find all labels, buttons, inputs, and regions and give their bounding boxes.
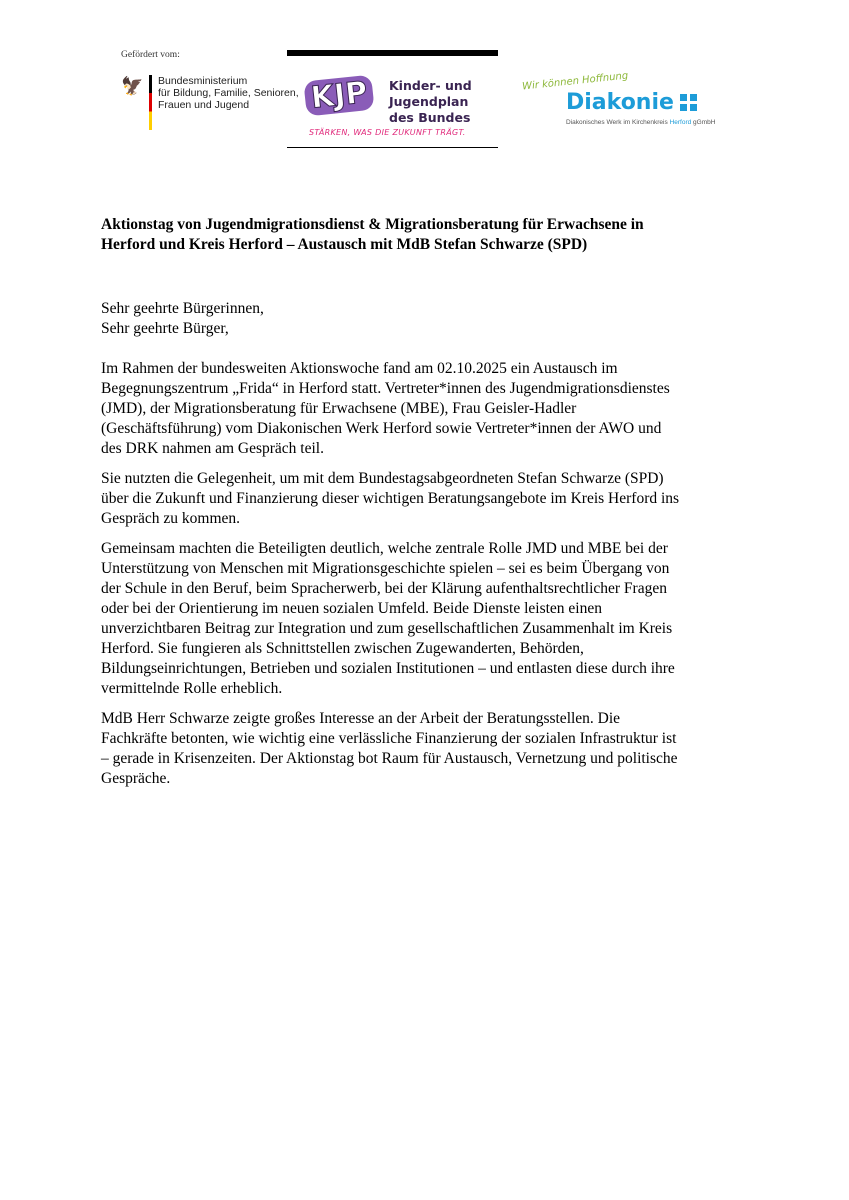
diakonie-sub-city: Herford (669, 119, 692, 126)
ministry-line: für Bildung, Familie, Senioren, (158, 87, 299, 99)
paragraph-line: (Geschäftsführung) vom Diakonischen Werk Herford sowie Vertreter*innen der AWO und (101, 420, 662, 437)
paragraph-line: Gespräch zu kommen. (101, 510, 241, 527)
paragraph-2 (101, 469, 679, 529)
kjp-name-line: Kinder- und (389, 78, 472, 93)
paragraph-line: oder bei der Orientierung im neuen sozialen Umfeld. Beide Dienste leisten einen (101, 600, 602, 617)
paragraph-line: Gespräche. (101, 770, 171, 787)
kjp-name-line: des Bundes (389, 110, 471, 125)
kjp-logo (287, 50, 498, 148)
paragraph-1 (101, 359, 670, 459)
paragraph-line: unverzichtbaren Beitrag zur Integration und zum gesellschaftlichen Zusammenhalt im Kreis (101, 620, 673, 637)
paragraph-line: Fachkräfte betonten, wie wichtig eine verlässliche Finanzierung der sozialen Infrastruktur ist (101, 730, 677, 747)
paragraph-3 (101, 539, 675, 699)
kjp-slogan: STÄRKEN, WAS DIE ZUKUNFT TRÄGT. (309, 128, 466, 137)
ministry-logo (121, 75, 299, 130)
diakonie-logo (566, 90, 697, 115)
title-line: Aktionstag von Jugendmigrationsdienst & Migrationsberatung für Erwachsene in (101, 216, 644, 233)
paragraph-line: Begegnungszentrum „Frida“ in Herford statt. Vertreter*innen des Jugendmigrationsdienstes (101, 380, 670, 397)
funded-by-label: Gefördert vom: (121, 50, 180, 60)
paragraph-line: Sie nutzten die Gelegenheit, um mit dem Bundestagsabgeordneten Stefan Schwarze (SPD) (101, 470, 664, 487)
ministry-line: Frauen und Jugend (158, 99, 250, 111)
paragraph-line: MdB Herr Schwarze zeigte großes Interesse an der Arbeit der Beratungsstellen. Die (101, 710, 621, 727)
salutation-line: Sehr geehrte Bürger, (101, 320, 229, 337)
paragraph-line: über die Zukunft und Finanzierung dieser wichtigen Beratungsangebote im Kreis Herford ins (101, 490, 680, 507)
paragraph-line: (JMD), der Migrationsberatung für Erwachsene (MBE), Frau Geisler-Hadler (101, 400, 577, 417)
diakonie-sub-text: gGmbH (691, 119, 716, 126)
diakonie-subtitle (566, 119, 715, 126)
salutation-line: Sehr geehrte Bürgerinnen, (101, 300, 264, 317)
federal-eagle-icon: 🦅 (121, 76, 144, 96)
paragraph-line: des DRK nahmen am Gespräch teil. (101, 440, 324, 457)
paragraph-line: der Schule in den Beruf, beim Spracherwerb, bei der Klärung aufenthaltsrechtlicher Fragen (101, 580, 667, 597)
paragraph-line: Im Rahmen der bundesweiten Aktionswoche fand am 02.10.2025 ein Austausch im (101, 360, 618, 377)
diakonie-sub-text: Diakonisches Werk im Kirchenkreis (566, 119, 670, 126)
diakonie-tagline: Wir können Hoffnung (521, 70, 629, 93)
paragraph-line: Bildungseinrichtungen, Betrieben und sozialen Institutionen – und entlasten diese durch ihre (101, 660, 675, 677)
paragraph-line: Unterstützung von Menschen mit Migrationsgeschichte spielen – sei es beim Übergang von (101, 560, 670, 577)
paragraph-line: Herford. Sie fungieren als Schnittstellen zwischen Zugewanderten, Behörden, (101, 640, 584, 657)
kjp-name-line: Jugendplan (389, 94, 469, 109)
german-flag-bar (149, 75, 152, 130)
diakonie-name: Diakonie (566, 90, 674, 115)
paragraph-line: vermittelnde Rolle erheblich. (101, 680, 283, 697)
paragraph-4 (101, 709, 678, 789)
kjp-logo-mark: KJP (303, 75, 375, 117)
title-line: Herford und Kreis Herford – Austausch mit MdB Stefan Schwarze (SPD) (101, 236, 588, 253)
ministry-name (158, 75, 299, 130)
paragraph-line: – gerade in Krisenzeiten. Der Aktionstag bot Raum für Austausch, Vernetzung und politische (101, 750, 678, 767)
diakonie-cross-icon (680, 94, 697, 111)
kjp-name (389, 78, 472, 126)
salutation (101, 299, 264, 339)
paragraph-line: Gemeinsam machten die Beteiligten deutlich, welche zentrale Rolle JMD und MBE bei der (101, 540, 668, 557)
document-title (101, 215, 644, 255)
ministry-line: Bundesministerium (158, 75, 248, 87)
